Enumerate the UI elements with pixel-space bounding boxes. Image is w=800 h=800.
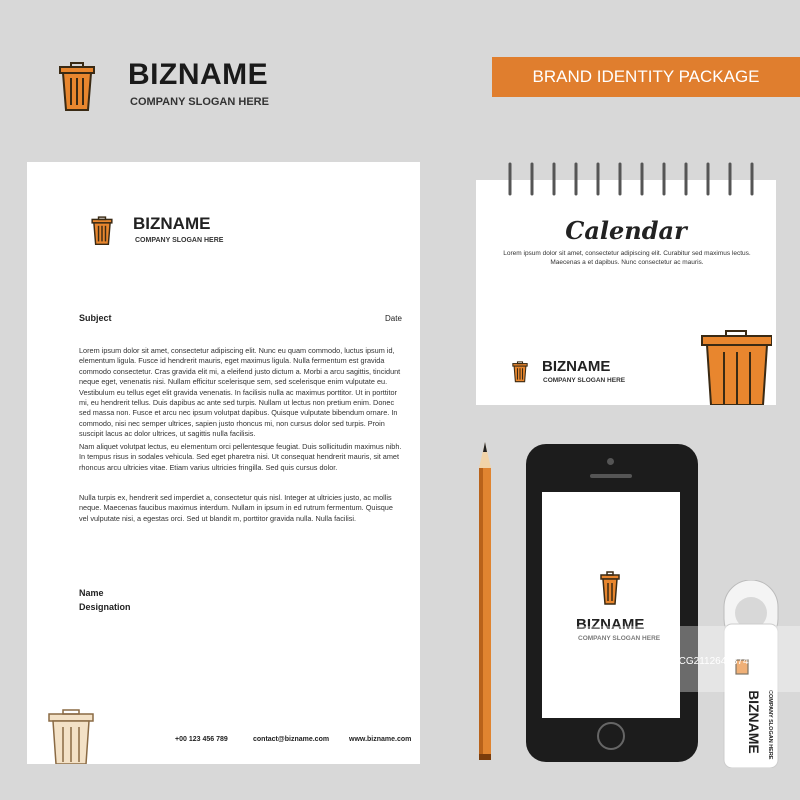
watermark-id: VCG211264237464: [672, 656, 760, 667]
phone-brand-name: BIZNAME: [576, 616, 645, 633]
trash-bin-icon: [58, 62, 96, 112]
letterhead-brand-slogan: COMPANY SLOGAN HERE: [135, 237, 224, 244]
usb-label: [724, 690, 784, 760]
calendar-text: Lorem ipsum dolor sit amet, consectetur adipiscing elit. Curabitur sed maximus lectus. Maecenas a et dapibus. Nunc consectetur ac mauris.: [503, 250, 751, 266]
calendar-brand-name: BIZNAME: [542, 358, 611, 375]
letter-paragraph: Lorem ipsum dolor sit amet, consectetur adipiscing elit. Nunc eu quam commodo, luctus ipsum id, elementum ligula. Fusce id hendrerit mauris, eget maximus ligula. Nulla fermentum est gravida commodo consectetur. Cras gravida elit mi, a eleifend justo dictum a. Morbi a arcu sagittis, tincidunt neque eget, venenatis nisi. Nullam efficitur scelerisque sem, sed scelerisque enim vulputate eu. Vestibulum eu tellus eget elit gravida venenatis. In facilisis nulla ac maximus porttitor. Ut in porttitor mi, eu hendrerit tellus. Duis dapibus ac ante sed turpis. Nullam ut lectus non pretium enim. Donec sed massa non. Fusce et arcu nec ipsum volutpat dapibus. Quisque vulputate bibendum ornare. In commodo, nisi nec semper ultrices, sapien justo rhoncus mi, non cursus dolor sed turpis. Proin suscipit lacus ac dolor ultrices, ut sagittis nulla facilisis.: [79, 346, 401, 439]
pencil-icon: [476, 442, 494, 760]
contact-website: www.bizname.com: [349, 736, 412, 743]
letter-date: Date: [385, 314, 402, 323]
calendar-title: Calendar: [565, 216, 687, 245]
watermark-logo: VCG: [590, 649, 627, 668]
desk-calendar: [476, 180, 776, 405]
contact-phone: +00 123 456 789: [175, 736, 228, 743]
trash-bin-icon: [91, 216, 113, 246]
contact-email: contact@bizname.com: [253, 736, 330, 743]
brand-slogan: COMPANY SLOGAN HERE: [130, 96, 269, 108]
letterhead-brand-name: BIZNAME: [133, 214, 211, 233]
trash-bin-icon: [700, 330, 772, 405]
calendar-spiral-binding: [490, 160, 760, 196]
banner-label: BRAND IDENTITY PACKAGE: [532, 67, 760, 86]
trash-bin-icon: [47, 708, 95, 764]
usb-brand-name: BIZNAME: [746, 690, 762, 754]
phone-brand-slogan: COMPANY SLOGAN HERE: [578, 635, 661, 642]
brand-name: BIZNAME: [128, 58, 269, 91]
brand-identity-banner: [492, 57, 800, 97]
calendar-brand-slogan: COMPANY SLOGAN HERE: [543, 377, 626, 384]
trash-bin-icon: [512, 360, 528, 384]
letter-subject: Subject: [79, 313, 112, 323]
signature-designation: Designation: [79, 602, 131, 612]
letter-paragraph: Nulla turpis ex, hendrerit sed imperdiet a, consectetur quis nisl. Integer at ultricies justo, ac mollis neque. Maecenas faucibus maximus interdum. Nullam in ipsum in ed rutrum fermentum. Quisque vel vulputate nisi, a egestas orci. Sed ut blandit m, porttitor gravida nulla. Nulla facilisi.: [79, 493, 393, 523]
signature-name: Name: [79, 588, 104, 598]
letter-paragraph: Nam aliquet volutpat lectus, eu elementum orci pellentesque feugiat. Duis sollicitudin maximus nibh. In tempus risus in sodales vehicula. Sed eget pharetra nisi. Ut consequat hendrerit mauris, sit amet rhoncus arcu ultricies vitae. Etiam varius ultricies fringilla. Sed quis cursus dolor.: [79, 442, 402, 472]
speaker-icon: [590, 474, 632, 478]
home-button-icon: [597, 722, 625, 750]
trash-bin-icon: [600, 571, 620, 605]
usb-brand-slogan: COMPANY SLOGAN HERE: [767, 690, 773, 760]
camera-icon: [607, 458, 614, 465]
letterhead-page: [27, 162, 420, 764]
